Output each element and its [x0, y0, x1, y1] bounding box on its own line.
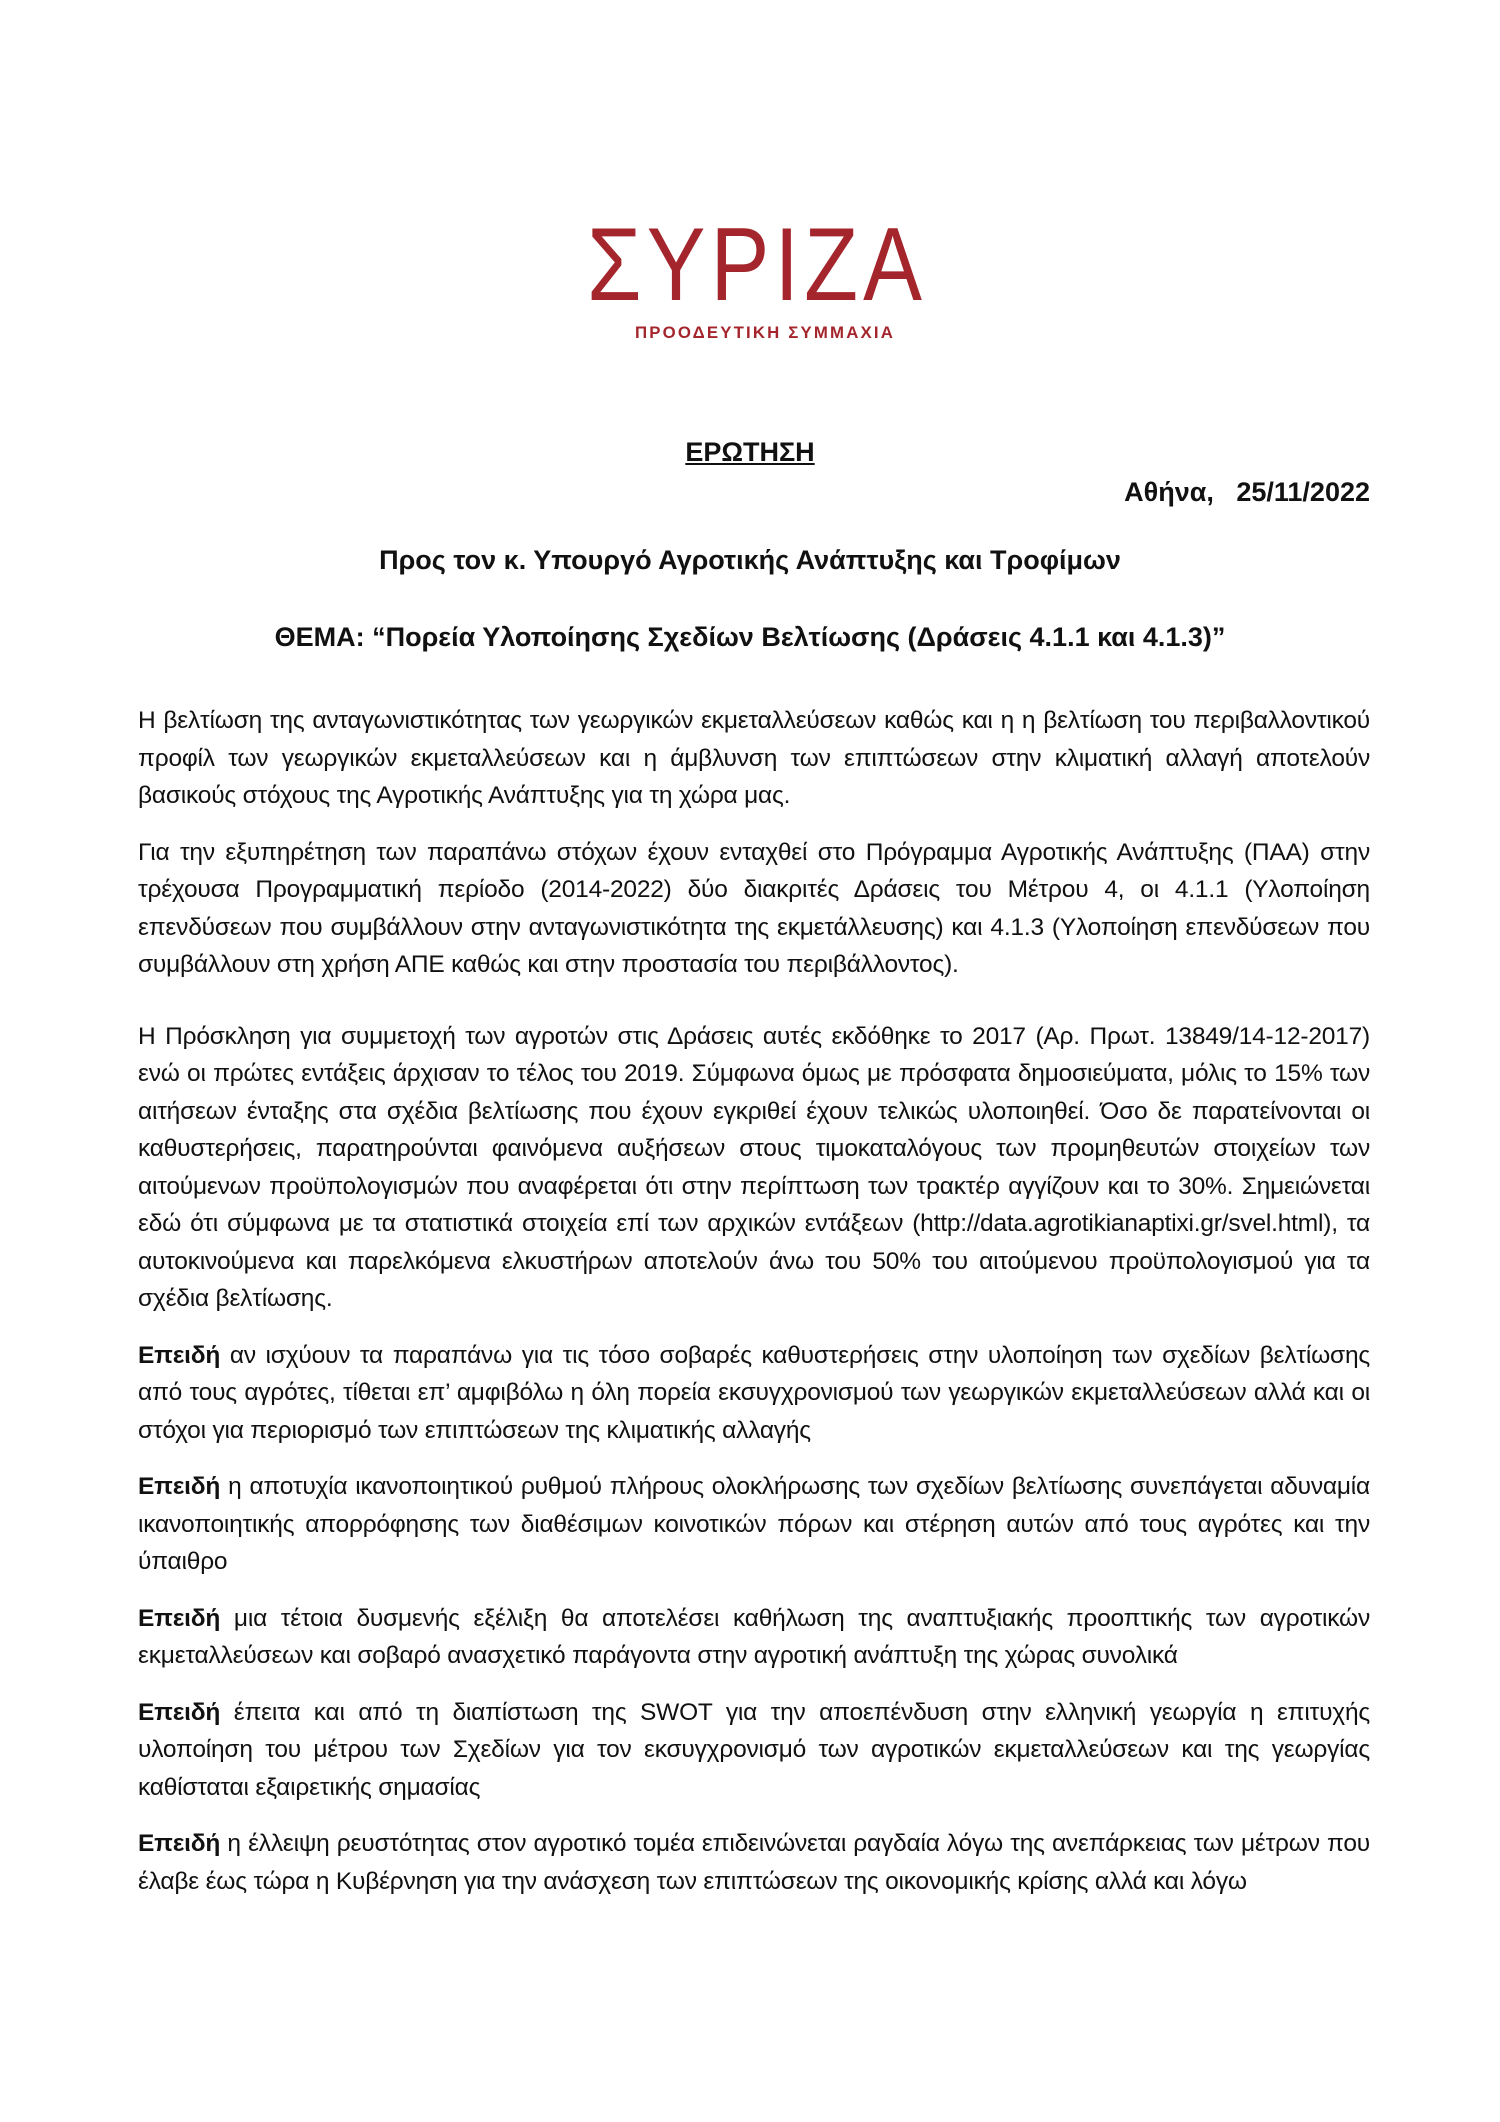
reason-paragraph [138, 1337, 1370, 1450]
reason-text: έπειτα και από τη διαπίστωση της SWOT για την αποεπένδυση στην ελληνική γεωργία η επιτυχής υλοποίηση του μέτρου των Σχεδίων για τον εκσυγχρονισμό των αγροτικών εκμεταλλεύσεων και της γεωργίας καθίσταται εξαιρετικής σημασίας [138, 1698, 1370, 1801]
reason-text: η έλλειψη ρευστότητας στον αγροτικό τομέα επιδεινώνεται ραγδαία λόγω της ανεπάρκειας των μέτρων που έλαβε έως τώρα η Κυβέρνηση για την ανάσχεση των επιπτώσεων της οικονομικής κρίσης αλλά και λόγω [138, 1830, 1370, 1895]
reason-lead: Επειδή [138, 1830, 221, 1857]
paragraph-delays: Η Πρόσκληση για συμμετοχή των αγροτών στις Δράσεις αυτές εκδόθηκε το 2017 (Αρ. Πρωτ. 13849/14-12-2017) ενώ οι πρώτες εντάξεις άρχισαν το τέλος του 2019. Σύμφωνα όμως με πρόσφατα δημοσιεύματα, μόλις το 15% των αιτήσεων ένταξης στα σχέδια βελτίωσης που έχουν εγκριθεί έχουν τελικώς υλοποιηθεί. Όσο δε παρατείνονται οι καθυστερήσεις, παρατηρούνται φαινόμενα αυξήσεων στους τιμοκαταλόγους των προμηθευτών στοιχείων των αιτούμενων προϋπολογισμών που αναφέρεται ότι στην περίπτωση των τρακτέρ αγγίζουν και το 30%. Σημειώνεται εδώ ότι σύμφωνα με τα στατιστικά στοιχεία επί των αρχικών εντάξεων (http://data.agrotikianaptixi.gr/svel.html), τα αυτοκινούμενα και παρελκόμενα ελκυστήρων αποτελούν άνω του 50% του αιτούμενου προϋπολογισμού για τα σχέδια βελτίωσης. [138, 1022, 1370, 1312]
paragraph-measures: Για την εξυπηρέτηση των παραπάνω στόχων έχουν ενταχθεί στο Πρόγραμμα Αγροτικής Ανάπτυξης (ΠΑΑ) στην τρέχουσα Προγραμματική περίοδο (2014-2022) δύο διακριτές Δράσεις του Μέτρου 4, οι 4.1.1 (Υλοποίηση επενδύσεων που συμβάλλουν στην ανταγωνιστικότητα της εκμετάλλευσης) και 4.1.3 (Υλοποίηση επενδύσεων που συμβάλλουν στη χρήση ΑΠΕ καθώς και στην προστασία του περιβάλλοντος). [138, 838, 1370, 978]
document-body [138, 702, 1370, 1919]
subject-line: ΘΕΜΑ: “Πορεία Υλοποίησης Σχεδίων Βελτίωσης (Δράσεις 4.1.1 και 4.1.3)” [274, 622, 1226, 652]
party-logo [575, 190, 955, 350]
reason-text: αν ισχύουν τα παραπάνω για τις τόσο σοβαρές καθυστερήσεις στην υλοποίηση των σχεδίων βελτίωσης από τους αγρότες, τίθεται επ’ αμφιβόλω η όλη πορεία εκσυγχρονισμού των γεωργικών εκμεταλλεύσεων αλλά και οι στόχοι για περιορισμό των επιπτώσεων της κλιματικής αλλαγής [138, 1341, 1370, 1444]
logo-tagline: ΠΡΟΟΔΕΥΤΙΚΗ ΣΥΜΜΑΧΙΑ [635, 323, 895, 342]
paragraph-intro: Η βελτίωση της ανταγωνιστικότητας των γεωργικών εκμεταλλεύσεων καθώς και η η βελτίωση του περιβαλλοντικού προφίλ των γεωργικών εκμεταλλεύσεων και η άμβλυνση των επιπτώσεων στην κλιματική αλλαγή αποτελούν βασικούς στόχους της Αγροτικής Ανάπτυξης για τη χώρα μας. [138, 707, 1370, 809]
reason-paragraph [138, 1825, 1370, 1900]
reason-text: η αποτυχία ικανοποιητικού ρυθμού πλήρους ολοκλήρωσης των σχεδίων βελτίωσης συνεπάγεται αδυναμία ικανοποιητικής απορρόφησης των διαθέσιμων κοινοτικών πόρων και στέρηση αυτών από τους αγρότες και την ύπαιθρο [138, 1473, 1370, 1575]
document-date: Αθήνα, 25/11/2022 [1124, 477, 1370, 507]
reason-lead: Επειδή [138, 1604, 221, 1632]
reason-paragraph [138, 1600, 1370, 1675]
reason-lead: Επειδή [138, 1698, 221, 1726]
document-title: ΕΡΩΤΗΣΗ [685, 437, 815, 467]
reason-text: μια τέτοια δυσμενής εξέλιξη θα αποτελέσει καθήλωση της αναπτυξιακής προοπτικής των αγροτικών εκμεταλλεύσεων και σοβαρό ανασχετικό παράγοντα στην αγροτική ανάπτυξη της χώρας συνολικά [138, 1604, 1370, 1669]
reason-paragraph [138, 1468, 1370, 1581]
syriza-logo-mark [575, 190, 955, 350]
reason-lead: Επειδή [138, 1473, 221, 1500]
recipient-line: Προς τον κ. Υπουργό Αγροτικής Ανάπτυξης και Τροφίμων [379, 545, 1121, 575]
reason-lead: Επειδή [138, 1341, 221, 1369]
logo-wordmark: ΣΥΡΙΖΑ [587, 207, 927, 323]
reason-paragraph [138, 1694, 1370, 1807]
